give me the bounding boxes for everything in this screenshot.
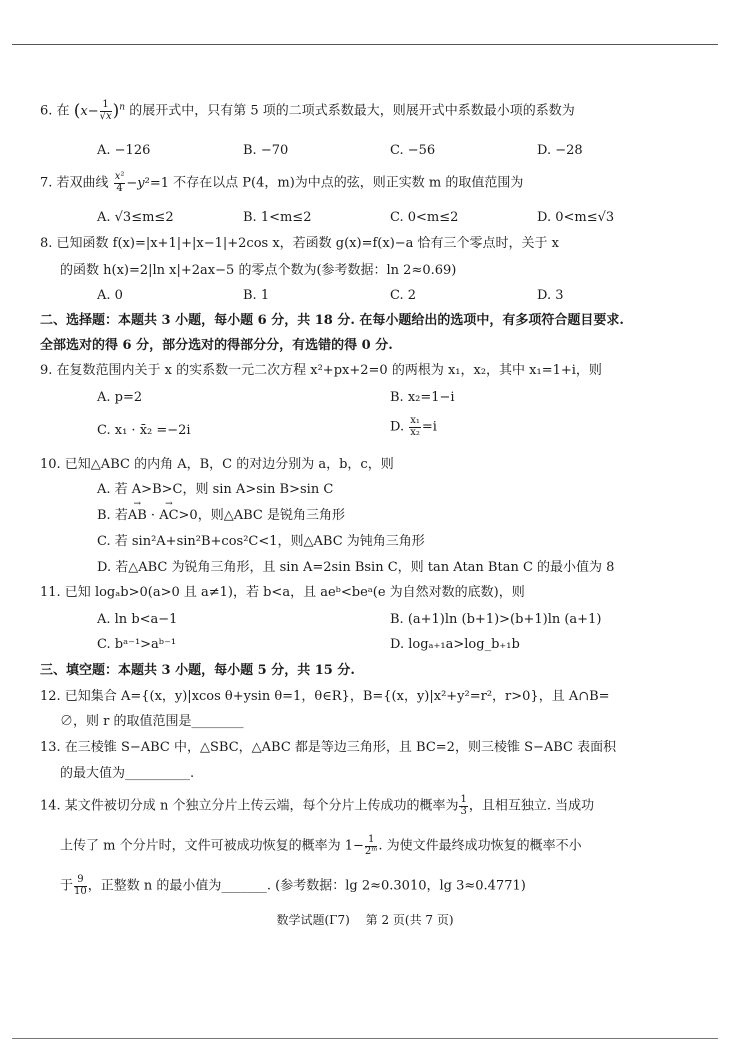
vector-ac: → AC: [159, 508, 178, 524]
question-9-option-c[interactable]: C. x₁ · x̄₂ =−2i: [97, 423, 191, 438]
question-12-line-1: 12. 已知集合 A={(x，y)|xcos θ+ysin θ=1，θ∈R}，B={(x，y)|x²+y²=r²，r>0}，且 A∩B=: [40, 689, 610, 704]
question-6-option-d[interactable]: D. −28: [537, 143, 583, 158]
question-8-line-2: 的函数 h(x)=2|ln x|+2ax−5 的零点个数为(参考数据：ln 2≈0.69): [60, 263, 457, 278]
question-10-option-d[interactable]: D. 若△ABC 为锐角三角形，且 sin A=2sin Bsin C，则 tan Atan Btan C 的最小值为 8: [97, 560, 615, 575]
question-14-line-2: [60, 835, 582, 857]
question-9-option-a[interactable]: A. p=2: [97, 390, 143, 405]
question-11-option-d[interactable]: D. logₐ₊₁a>log_b₊₁b: [390, 637, 520, 652]
question-13-line-1: 13. 在三棱锥 S−ABC 中，△SBC，△ABC 都是等边三角形，且 BC=2，则三棱锥 S−ABC 表面积: [40, 740, 617, 755]
question-9-stem: 9. 在复数范围内关于 x 的实系数一元二次方程 x²+px+2=0 的两根为 x₁，x₂，其中 x₁=1+i，则: [40, 363, 602, 378]
question-9-option-d-label: D.: [390, 419, 405, 435]
question-14-recover-denominator: 2ᵐ: [364, 845, 378, 857]
question-7-option-d[interactable]: D. 0<m≤√3: [537, 210, 615, 225]
bottom-rule: [12, 1038, 718, 1039]
question-8-option-b[interactable]: B. 1: [243, 288, 270, 303]
question-10-option-a[interactable]: A. 若 A>B>C，则 sin A>sin B>sin C: [97, 482, 334, 497]
question-11-option-c[interactable]: C. bᵃ⁻¹>aᵇ⁻¹: [97, 637, 177, 652]
question-6-option-c[interactable]: C. −56: [390, 143, 436, 158]
question-7-stem: [40, 172, 523, 194]
question-14-line-2-post: . 为使文件最终成功恢复的概率不小: [378, 838, 582, 854]
question-6-option-b[interactable]: B. −70: [243, 143, 289, 158]
question-14-line-3[interactable]: [60, 875, 526, 897]
footer-subject: 数学试题(Γ7): [276, 913, 350, 927]
question-10-option-b[interactable]: [97, 508, 345, 524]
section-2-heading-line-1: 二、选择题：本题共 3 小题，每小题 6 分，共 18 分. 在每小题给出的选项中，有多项符合题目要求.: [40, 313, 624, 328]
question-7-pre: 若双曲线: [56, 175, 109, 191]
question-14-prob-numerator: 1: [460, 794, 467, 805]
top-rule: [12, 44, 718, 45]
question-6-expression: (x− $\frac{1}{√x}$ )$^n$: [73, 99, 126, 122]
question-6-option-a[interactable]: A. −126: [97, 143, 151, 158]
question-8-option-d[interactable]: D. 3: [537, 288, 564, 303]
question-10-option-b-pre: B. 若: [97, 508, 128, 523]
question-6-stem: [40, 100, 575, 122]
question-14-line-1-pre: 14. 某文件被切分成 n 个独立分片上传云端，每个分片上传成功的概率为: [40, 798, 459, 814]
question-14-prob-denominator: 3: [460, 805, 467, 817]
question-7-post: 不存在以点 P(4，m)为中点的弦，则正实数 m 的取值范围为: [173, 175, 524, 191]
question-11-stem: 11. 已知 logₐb>0(a>0 且 a≠1)，若 b<a，且 aeᵇ<beᵃ(e 为自然对数的底数)，则: [40, 585, 525, 600]
section-3-heading: 三、填空题：本题共 3 小题，每小题 5 分，共 15 分.: [40, 663, 355, 678]
question-7-option-c[interactable]: C. 0<m≤2: [390, 210, 459, 225]
question-10-option-c[interactable]: C. 若 sin²A+sin²B+cos²C<1，则△ABC 为钝角三角形: [97, 534, 425, 549]
question-9-option-d-denominator: x₂: [410, 426, 420, 438]
question-11-option-b[interactable]: B. (a+1)ln (b+1)>(b+1)ln (a+1): [390, 612, 602, 627]
question-8-line-1: 8. 已知函数 f(x)=|x+1|+|x−1|+2cos x，若函数 g(x)=f(x)−a 恰有三个零点时，关于 x: [40, 236, 560, 251]
footer-page-number: 第 2 页(共 7 页): [365, 913, 454, 927]
question-10-stem: 10. 已知△ABC 的内角 A，B，C 的对边分别为 a，b，c，则: [40, 457, 394, 472]
question-13-line-2[interactable]: 的最大值为__________.: [60, 766, 195, 781]
question-9-option-b[interactable]: B. x₂=1−i: [390, 390, 455, 405]
question-14-threshold-numerator: 9: [74, 875, 87, 887]
page-footer: [0, 913, 730, 928]
question-14-line-1: [40, 795, 594, 817]
question-9-option-d-post: =i: [421, 419, 437, 435]
question-9-option-d[interactable]: [390, 416, 437, 438]
question-14-line-3-pre: 于: [60, 878, 74, 894]
question-7-number: 7.: [40, 175, 53, 191]
question-8-option-c[interactable]: C. 2: [390, 288, 417, 303]
question-7-equation: $\frac{\text{x²}}{4}$ −y²=1: [114, 171, 169, 194]
question-7-option-b[interactable]: B. 1<m≤2: [243, 210, 312, 225]
question-6-post: 的展开式中，只有第 5 项的二项式系数最大，则展开式中系数最小项的系数为: [129, 103, 575, 119]
question-6-number: 6.: [40, 103, 53, 119]
section-2-heading-line-2: 全部选对的得 6 分，部分选对的得部分分，有选错的得 0 分.: [40, 338, 393, 353]
dot-operator: ·: [146, 508, 160, 523]
question-11-option-a[interactable]: A. ln b<a−1: [97, 612, 178, 627]
question-10-option-b-post: >0，则△ABC 是锐角三角形: [178, 508, 345, 523]
question-14-line-1-post: ，且相互独立. 当成功: [468, 798, 595, 814]
question-14-recover-numerator: 1: [365, 835, 378, 847]
vector-ab: → AB: [128, 508, 147, 524]
question-9-option-d-numerator: x₁: [410, 415, 420, 426]
question-14-threshold-denominator: 10: [74, 885, 87, 897]
question-14-line-2-pre: 上传了 m 个分片时，文件可被成功恢复的概率为 1−: [60, 838, 364, 854]
question-7-option-a[interactable]: A. √3≤m≤2: [97, 210, 174, 225]
question-14-line-3-post: ，正整数 n 的最小值为_______. (参考数据：lg 2≈0.3010，lg 3≈0.4771): [87, 878, 526, 894]
question-6-pre: 在: [56, 103, 70, 119]
question-12-line-2[interactable]: ∅，则 r 的取值范围是________: [60, 714, 244, 729]
question-8-option-a[interactable]: A. 0: [97, 288, 123, 303]
